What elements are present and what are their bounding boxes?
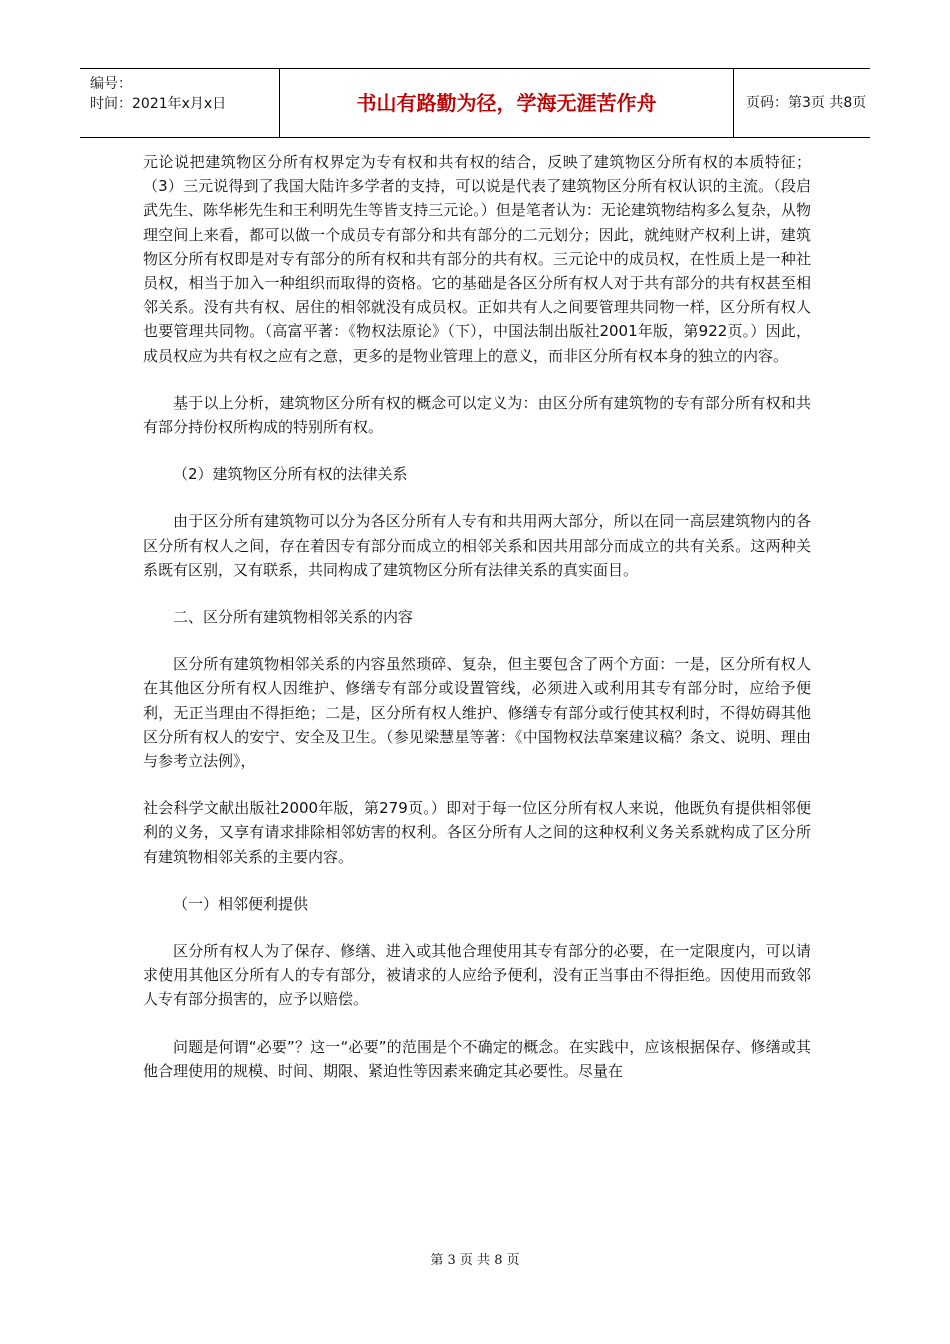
page-footer-number: 第 3 页 共 8 页 [430,1253,520,1268]
document-code-label: 编号： [90,76,132,92]
paragraph-neighbor-content: 区分所有建筑物相邻关系的内容虽然琐碎、复杂，但主要包含了两个方面：一是，区分所有权人在其他区分所有权人因维护、修缮专有部分或设置管线，必须进入或利用其专有部分时，应给予便利，无正当理由不得拒绝；二是，区分所有权人维护、修缮专有部分或行使其权利时，不得妨碍其他区分所有权人的安宁、安全及卫生。（参见梁慧星等著：《中国物权法草案建议稿？条文、说明、理由与参考立法例》， [143,655,811,771]
section-heading-legal-relation: （2）建筑物区分所有权的法律关系 [173,465,408,484]
paragraph-necessity-question: 问题是何谓“必要”？这一“必要”的范围是个不确定的概念。在实践中，应该根据保存、修缮或其他合理使用的规模、时间、期限、紧迫性等因素来确定其必要性。尽量在 [143,1037,811,1080]
section-heading-neighbor-convenience: （一）相邻便利提供 [173,894,309,913]
paragraph-legal-relation: 由于区分所有建筑物可以分为各区分所有人专有和共用两大部分，所以在同一高层建筑物内的各区分所有权人之间，存在着因专有部分而成立的相邻关系和因共用部分而成立的共有关系。这两种关系既有区别，又有联系，共同构成了建筑物区分所有法律关系的真实面目。 [143,512,811,579]
header-motto: 书山有路勤为径，学海无涯苦作舟 [280,69,734,137]
paragraph-three-theory-critique: 元论说把建筑物区分所有权界定为专有权和共有权的结合，反映了建筑物区分所有权的本质特征；（3）三元说得到了我国大陆许多学者的支持，可以说是代表了建筑物区分所有权认识的主流。（段启武先生、陈华彬先生和王利明先生等皆支持三元论。）但是笔者认为：无论建筑物结构多么复杂，从物理空间上来看，都可以做一个成员专有部分和共有部分的二元划分；因此，就纯财产权利上讲，建筑物区分所有权即是对专有部分的所有权和共有部分的共有权。三元论中的成员权，在性质上是一种社员权，相当于加入一种组织而取得的资格。它的基础是各区分所有权人对于共有部分的共有权甚至相邻关系。没有共有权、居住的相邻就没有成员权。正如共有人之间要管理共同物一样，区分所有权人也要管理共同物。（高富平著：《物权法原论》（下），中国法制出版社2001年版，第922页。）因此，成员权应为共有权之应有之意，更多的是物业管理上的意义，而非区分所有权本身的独立的内容。 [143,153,811,365]
paragraph-neighbor-content-continued: 社会科学文献出版社2000年版，第279页。）即对于每一位区分所有权人来说，他既负有提供相邻便利的义务，又享有请求排除相邻妨害的权利。各区分所有人之间的这种权利义务关系就构成了区分所有建筑物相邻关系的主要内容。 [143,799,811,866]
document-time-label: 时间：2021年x月x日 [90,96,227,112]
section-heading-neighbor-relation: 二、区分所有建筑物相邻关系的内容 [173,608,414,627]
paragraph-neighbor-convenience: 区分所有权人为了保存、修缮、进入或其他合理使用其专有部分的必要，在一定限度内，可以请求使用其他区分所有人的专有部分，被请求的人应给予便利，没有正当事由不得拒绝。因使用而致邻人专有部分损害的，应予以赔偿。 [143,942,811,1009]
document-body [143,150,811,1106]
paragraph-definition: 基于以上分析，建筑物区分所有权的概念可以定义为：由区分所有建筑物的专有部分所有权和共有部分持份权所构成的特别所有权。 [143,393,811,437]
header-meta-cell [80,69,280,137]
page-header [80,68,870,138]
header-page-label: 页码：第3页 共8页 [746,95,867,111]
